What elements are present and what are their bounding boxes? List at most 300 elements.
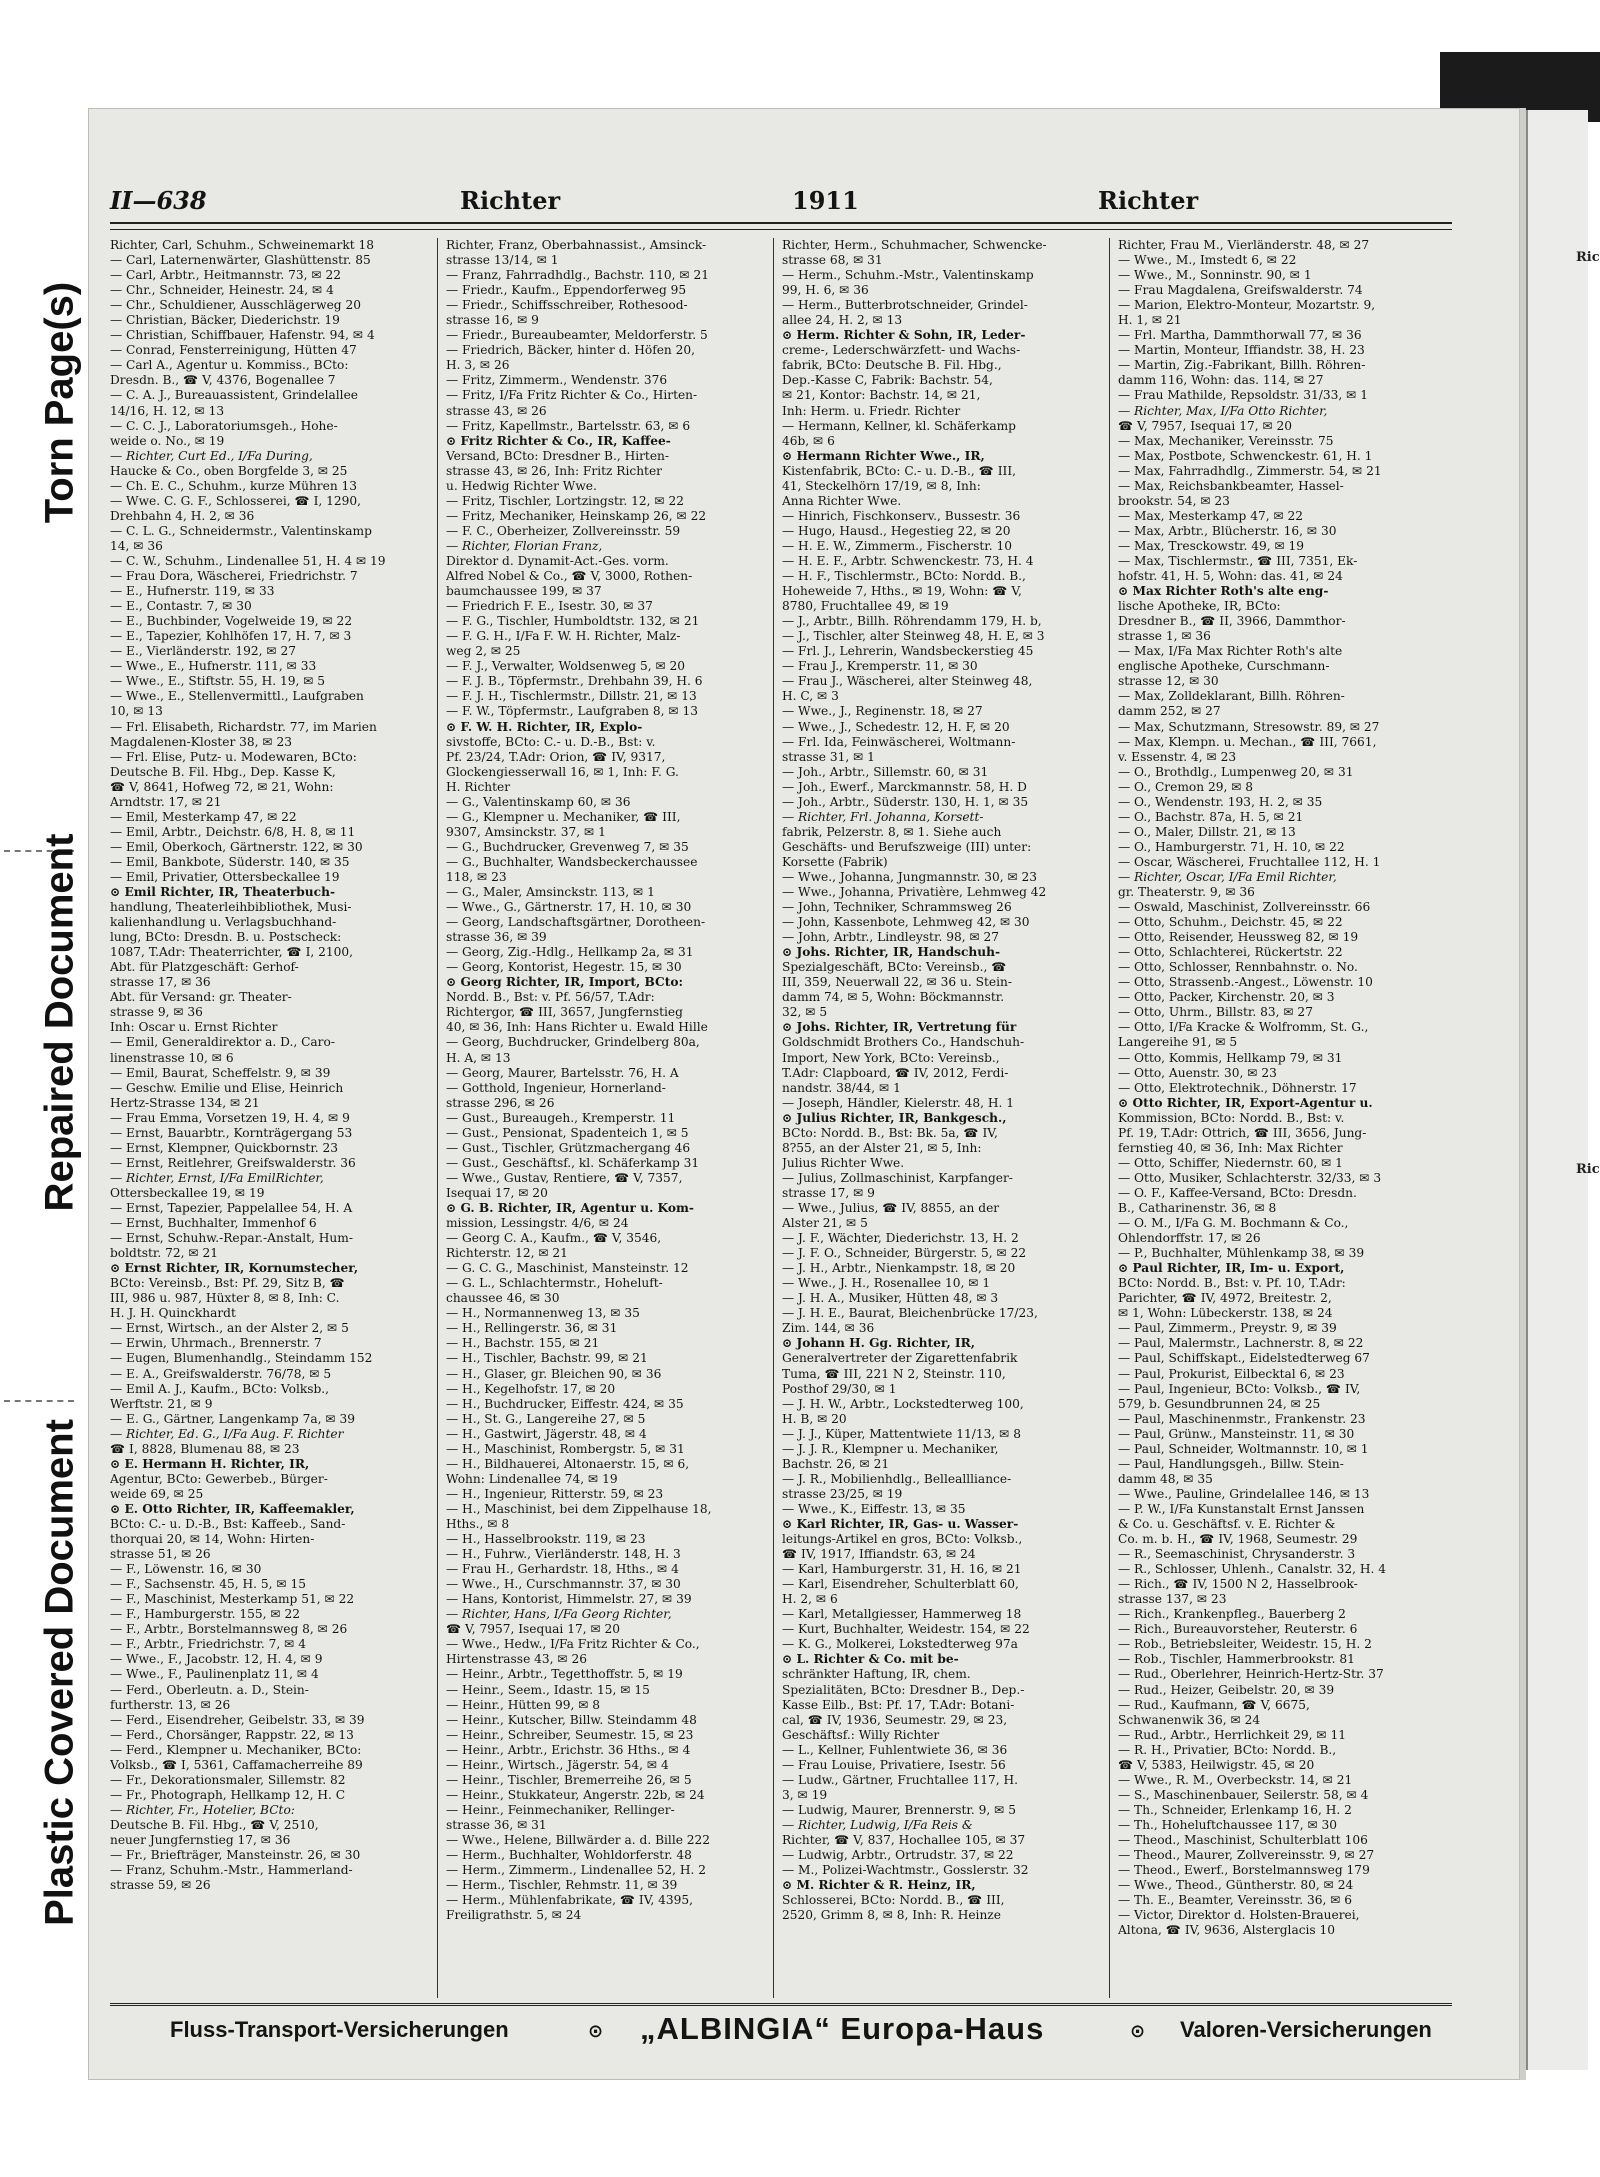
directory-columns: [110, 238, 1452, 1998]
directory-entry: — H. E. W., Zimmerm., Fischerstr. 10: [782, 538, 1013, 553]
directory-entry: — Otto, Kommis, Hellkamp 79, ✉ 31: [1118, 1050, 1343, 1065]
directory-entry: Volksb., ☎ I, 5361, Caffamacherreihe 89: [110, 1757, 363, 1772]
directory-entry: — Ferd., Eisendreher, Geibelstr. 33, ✉ 39: [110, 1712, 365, 1727]
directory-entry: — Max, I/Fa Max Richter Roth's alte: [1118, 644, 1343, 659]
directory-entry: — Fritz, I/Fa Fritz Richter & Co., Hirten-: [446, 388, 698, 403]
directory-entry: — Wwe., Hedw., I/Fa Fritz Richter & Co.,: [446, 1637, 700, 1652]
directory-entry: 14/16, H. 12, ✉ 13: [110, 403, 225, 418]
directory-entry: Abt. für Versand: gr. Theater-: [110, 990, 292, 1005]
directory-entry: — E., Buchbinder, Vogelweide 19, ✉ 22: [110, 614, 353, 629]
directory-entry: ☎ V, 5383, Heilwigstr. 45, ✉ 20: [1118, 1757, 1315, 1772]
directory-entry: — Friedrich F. E., Isestr. 30, ✉ 37: [446, 599, 653, 614]
directory-entry: — Georg, Maurer, Bartelsstr. 76, H. A: [446, 1065, 679, 1080]
directory-entry: — Herm., Schuhm.-Mstr., Valentinskamp: [782, 268, 1034, 283]
directory-entry: Zim. 144, ✉ 36: [782, 1321, 875, 1336]
directory-entry: Goldschmidt Brothers Co., Handschuh-: [782, 1035, 1025, 1050]
directory-entry: H. J. H. Quinckhardt: [110, 1306, 236, 1321]
directory-entry: — Wwe., G., Gärtnerstr. 17, H. 10, ✉ 30: [446, 900, 692, 915]
directory-entry: — M., Polizei-Wachtmstr., Gosslerstr. 32: [782, 1863, 1029, 1878]
directory-entry: — C. C. J., Laboratoriumsgeh., Hohe-: [110, 418, 338, 433]
directory-entry: — Ludwig, Maurer, Brennerstr. 9, ✉ 5: [782, 1802, 1017, 1817]
next-page-edge: [1526, 110, 1600, 2070]
directory-entry: B., Catharinenstr. 36, ✉ 8: [1118, 1201, 1277, 1215]
directory-entry: — Franz, Fahrradhdlg., Bachstr. 110, ✉ 21: [446, 268, 709, 283]
directory-entry: ⊙ Max Richter Roth's alte eng-: [1118, 584, 1329, 599]
directory-entry: — H., Maschinist, Rombergstr. 5, ✉ 31: [446, 1441, 685, 1456]
side-label-plastic-covered: Plastic Covered Document: [37, 1419, 82, 1926]
directory-entry: — Frau H., Gerhardstr. 18, Hths., ✉ 4: [446, 1562, 679, 1577]
directory-entry: Co. m. b. H., ☎ IV, 1968, Seumestr. 29: [1118, 1532, 1358, 1547]
directory-entry: ✉ 21, Kontor: Bachstr. 14, ✉ 21,: [782, 388, 981, 403]
directory-entry: gr. Theaterstr. 9, ✉ 36: [1118, 885, 1255, 900]
directory-entry: & Co. u. Geschäftsf. v. E. Richter &: [1118, 1516, 1336, 1531]
directory-entry: strasse 43, ✉ 26: [446, 403, 547, 418]
directory-entry: thorquai 20, ✉ 14, Wohn: Hirten-: [110, 1532, 315, 1547]
directory-entry: ☎ IV, 1917, Iffiandstr. 63, ✉ 24: [782, 1547, 976, 1562]
directory-entry: strasse 12, ✉ 30: [1118, 674, 1219, 689]
directory-entry: Richter, Herm., Schuhmacher, Schwencke-: [782, 238, 1047, 252]
directory-entry: ✉ 1, Wohn: Lübeckerstr. 138, ✉ 24: [1118, 1306, 1333, 1321]
directory-entry: — Wwe., M., Sonninstr. 90, ✉ 1: [1118, 268, 1312, 283]
directory-entry: H. A, ✉ 13: [446, 1050, 511, 1065]
directory-entry: strasse 296, ✉ 26: [446, 1095, 555, 1110]
directory-entry: strasse 16, ✉ 9: [446, 313, 539, 328]
directory-entry: ☎ V, 8641, Hofweg 72, ✉ 21, Wohn:: [110, 779, 334, 794]
directory-entry: damm 74, ✉ 5, Wohn: Böckmannstr.: [782, 990, 1005, 1005]
directory-entry: — Richter, Curt Ed., I/Fa During,: [110, 448, 313, 463]
directory-entry: — Gust., Pensionat, Spadenteich 1, ✉ 5: [446, 1125, 689, 1140]
directory-entry: — Rob., Betriebsleiter, Weidestr. 15, H. 2: [1118, 1637, 1372, 1652]
directory-entry: — Herm., Mühlenfabrikate, ☎ IV, 4395,: [446, 1893, 694, 1908]
directory-entry: Dresdner B., ☎ II, 3966, Dammthor-: [1118, 614, 1346, 629]
directory-entry: — P. W., I/Fa Kunstanstalt Ernst Janssen: [1118, 1501, 1365, 1516]
directory-entry: — H., St. G., Langereihe 27, ✉ 5: [446, 1411, 646, 1426]
directory-entry: — Emil, Oberkoch, Gärtnerstr. 122, ✉ 30: [110, 839, 363, 854]
directory-entry: — Karl, Eisendreher, Schulterblatt 60,: [782, 1577, 1019, 1592]
directory-entry: Bachstr. 26, ✉ 21: [782, 1456, 890, 1471]
directory-entry: — O., Cremon 29, ✉ 8: [1118, 779, 1254, 794]
directory-entry: — J. J., Küper, Mattentwiete 11/13, ✉ 8: [782, 1426, 1021, 1441]
directory-entry: Richter, Carl, Schuhm., Schweinemarkt 18: [110, 238, 374, 252]
directory-entry: weg 2, ✉ 25: [446, 644, 521, 659]
directory-entry: — Paul, Ingenieur, BCto: Volksb., ☎ IV,: [1118, 1381, 1361, 1396]
directory-entry: — F., Arbtr., Friedrichstr. 7, ✉ 4: [110, 1637, 306, 1652]
directory-entry: — Otto, Musiker, Schlachterstr. 32/33, ✉ 3: [1118, 1170, 1382, 1185]
directory-entry: ☎ V, 7957, Isequai 17, ✉ 20: [1118, 418, 1293, 433]
directory-entry: 32, ✉ 5: [782, 1005, 828, 1020]
directory-entry: — Martin, Zig.-Fabrikant, Billh. Röhren-: [1118, 358, 1366, 373]
directory-entry: — C. L. G., Schneidermstr., Valentinskamp: [110, 523, 372, 538]
directory-entry: — Wwe., E., Stellenvermittl., Laufgraben: [110, 689, 364, 704]
header-rule: [110, 222, 1452, 224]
directory-entry: — K. G., Molkerei, Lokstedterweg 97a: [782, 1637, 1018, 1652]
directory-entry: — E., Vierländerstr. 192, ✉ 27: [110, 644, 296, 659]
directory-entry: 3, ✉ 19: [782, 1787, 828, 1802]
directory-entry: — H., Rellingerstr. 36, ✉ 31: [446, 1321, 618, 1336]
directory-entry: handlung, Theaterleihbibliothek, Musi-: [110, 900, 352, 915]
directory-entry: — Frau J., Wäscherei, alter Steinweg 48,: [782, 674, 1033, 689]
directory-entry: — Wwe., J., Schedestr. 12, H. F, ✉ 20: [782, 719, 1010, 734]
directory-entry: — Paul, Maschinenmstr., Frankenstr. 23: [1118, 1411, 1366, 1426]
directory-entry: — Otto, Elektrotechnik., Döhnerstr. 17: [1118, 1080, 1357, 1095]
directory-entry: — Ludwig, Arbtr., Ortrudstr. 37, ✉ 22: [782, 1848, 1014, 1863]
directory-entry: — O., Brothdlg., Lumpenweg 20, ✉ 31: [1118, 764, 1354, 779]
directory-entry: — Max, Postbote, Schwenckestr. 61, H. 1: [1118, 448, 1373, 463]
directory-entry: — J. J. R., Klempner u. Mechaniker,: [782, 1441, 999, 1456]
directory-entry: — Ernst, Klempner, Quickbornstr. 23: [110, 1140, 339, 1155]
directory-entry: — F., Maschinist, Mesterkamp 51, ✉ 22: [110, 1592, 355, 1607]
directory-entry: BCto: Vereinsb., Bst: Pf. 29, Sitz B, ☎: [110, 1276, 345, 1291]
directory-entry: schränkter Haftung, IR, chem.: [782, 1667, 971, 1682]
directory-entry: strasse 59, ✉ 26: [110, 1878, 211, 1893]
directory-entry: Versand, BCto: Dresdner B., Hirten-: [446, 448, 669, 463]
directory-entry: — Herm., Buchhalter, Wohldorferstr. 48: [446, 1848, 692, 1863]
directory-entry: — E. G., Gärtner, Langenkamp 7a, ✉ 39: [110, 1411, 355, 1426]
directory-entry: — Otto, Packer, Kirchenstr. 20, ✉ 3: [1118, 990, 1335, 1005]
directory-entry: 99, H. 6, ✉ 36: [782, 283, 869, 298]
directory-entry: strasse 9, ✉ 36: [110, 1005, 203, 1020]
directory-column-2: [446, 238, 764, 1998]
directory-entry: — O., Maler, Dillstr. 21, ✉ 13: [1118, 824, 1296, 839]
directory-entry: — Max, Schutzmann, Stresowstr. 89, ✉ 27: [1118, 719, 1380, 734]
directory-entry: fabrik, Pelzerstr. 8, ✉ 1. Siehe auch: [782, 824, 1002, 839]
directory-entry: brookstr. 54, ✉ 23: [1118, 493, 1230, 508]
directory-entry: — Wwe., J. H., Rosenallee 10, ✉ 1: [782, 1276, 991, 1291]
directory-entry: — Geschw. Emilie und Elise, Heinrich: [110, 1080, 344, 1095]
directory-entry: Freiligrathstr. 5, ✉ 24: [446, 1908, 582, 1923]
directory-entry: — Eugen, Blumenhandlg., Steindamm 152: [110, 1351, 373, 1366]
directory-entry: — Joh., Arbtr., Sillemstr. 60, ✉ 31: [782, 764, 989, 779]
directory-entry: — Georg, Buchdrucker, Grindelberg 80a,: [446, 1035, 700, 1050]
directory-entry: — Herm., Zimmerm., Lindenallee 52, H. 2: [446, 1863, 707, 1878]
directory-entry: 10, ✉ 13: [110, 704, 163, 719]
directory-entry: — L., Kellner, Fuhlentwiete 36, ✉ 36: [782, 1742, 1008, 1757]
directory-entry: — Rud., Oberlehrer, Heinrich-Hertz-Str. 37: [1118, 1667, 1384, 1682]
directory-entry: — H., Hasselbrookstr. 119, ✉ 23: [446, 1532, 646, 1547]
directory-entry: 2520, Grimm 8, ✉ 8, Inh: R. Heinze: [782, 1908, 1001, 1923]
directory-column-1: [110, 238, 428, 1998]
directory-entry: Korsette (Fabrik): [782, 854, 888, 869]
directory-entry: — H., Kegelhofstr. 17, ✉ 20: [446, 1381, 616, 1396]
directory-entry: Pf. 23/24, T.Adr: Orion, ☎ IV, 9317,: [446, 749, 666, 764]
directory-entry: ⊙ Julius Richter, IR, Bankgesch.,: [782, 1110, 1007, 1125]
directory-entry: — H., Buchdrucker, Eiffestr. 424, ✉ 35: [446, 1396, 684, 1411]
directory-entry: Abt. für Platzgeschäft: Gerhof-: [110, 960, 299, 975]
directory-entry: hofstr. 41, H. 5, Wohn: das. 41, ✉ 24: [1118, 569, 1343, 584]
directory-entry: sivstoffe, BCto: C.- u. D.-B., Bst: v.: [446, 734, 656, 749]
directory-entry: — Rud., Kaufmann, ☎ V, 6675,: [1118, 1697, 1310, 1712]
directory-entry: — G., Valentinskamp 60, ✉ 36: [446, 794, 631, 809]
directory-entry: — H., Tischler, Bachstr. 99, ✉ 21: [446, 1351, 648, 1366]
directory-entry: — Frl. Elisabeth, Richardstr. 77, im Marien: [110, 719, 377, 734]
directory-entry: — John, Arbtr., Lindleystr. 98, ✉ 27: [782, 930, 1000, 945]
directory-entry: — Otto, Strassenb.-Angest., Löwenstr. 10: [1118, 975, 1373, 990]
directory-entry: Hoheweide 7, Hths., ✉ 19, Wohn: ☎ V,: [782, 584, 1022, 599]
directory-entry: ⊙ Paul Richter, IR, Im- u. Export,: [1118, 1261, 1345, 1276]
directory-entry: 118, ✉ 23: [446, 869, 507, 884]
directory-entry: damm 48, ✉ 35: [1118, 1471, 1213, 1486]
directory-entry: u. Hedwig Richter Wwe.: [446, 478, 597, 493]
directory-entry: — Richter, Frl. Johanna, Korsett-: [782, 809, 984, 824]
directory-entry: — Th., Schneider, Erlenkamp 16, H. 2: [1118, 1802, 1352, 1817]
directory-entry: — Otto, Schlachterei, Rückertstr. 22: [1118, 945, 1343, 960]
directory-entry: — G., Buchhalter, Wandsbeckerchaussee: [446, 854, 698, 869]
directory-entry: — Richter, Max, I/Fa Otto Richter,: [1118, 403, 1328, 418]
directory-entry: — Georg, Kontorist, Hegestr. 15, ✉ 30: [446, 960, 682, 975]
directory-entry: v. Essenstr. 4, ✉ 23: [1118, 749, 1237, 764]
directory-entry: Hirtenstrasse 43, ✉ 26: [446, 1652, 588, 1667]
directory-entry: — Wwe., Johanna, Privatière, Lehmweg 42: [782, 885, 1047, 900]
directory-entry: — Hinrich, Fischkonserv., Bussestr. 36: [782, 508, 1021, 523]
directory-entry: Schlosserei, BCto: Nordd. B., ☎ III,: [782, 1893, 1005, 1908]
directory-entry: — Max, Reichsbankbeamter, Hassel-: [1118, 478, 1344, 493]
directory-entry: — Otto, Schlosser, Rennbahnstr. o. No.: [1118, 960, 1358, 975]
directory-entry: — G., Maler, Amsinckstr. 113, ✉ 1: [446, 885, 655, 900]
directory-entry: — Carl A., Agentur u. Kommiss., BCto:: [110, 358, 349, 373]
directory-entry: — H., Fuhrw., Vierländerstr. 148, H. 3: [446, 1547, 681, 1562]
directory-entry: strasse 17, ✉ 36: [110, 975, 211, 990]
directory-entry: H. C, ✉ 3: [782, 689, 839, 704]
directory-entry: — C. A. J., Bureauassistent, Grindelallee: [110, 388, 359, 403]
directory-entry: — Rud., Heizer, Geibelstr. 20, ✉ 39: [1118, 1682, 1335, 1697]
directory-entry: Wohn: Lindenallee 74, ✉ 19: [446, 1471, 618, 1486]
directory-entry: — John, Techniker, Schrammsweg 26: [782, 900, 1012, 915]
directory-entry: — F., Sachsenstr. 45, H. 5, ✉ 15: [110, 1577, 306, 1592]
directory-entry: Richter, ☎ V, 837, Hochallee 105, ✉ 37: [782, 1832, 1026, 1847]
directory-entry: — Otto, Auenstr. 30, ✉ 23: [1118, 1065, 1277, 1080]
directory-entry: Ohlendorffstr. 17, ✉ 26: [1118, 1231, 1261, 1246]
directory-entry: Alster 21, ✉ 5: [782, 1216, 868, 1231]
directory-entry: — E., Tapezier, Kohlhöfen 17, H. 7, ✉ 3: [110, 629, 352, 644]
directory-entry: — Max, Fahrradhdlg., Zimmerstr. 54, ✉ 21: [1118, 463, 1382, 478]
directory-entry: 579, b. Gesundbrunnen 24, ✉ 25: [1118, 1396, 1321, 1411]
directory-entry: — Ferd., Oberleutn. a. D., Stein-: [110, 1682, 309, 1697]
directory-entry: — Wwe., R. M., Overbeckstr. 14, ✉ 21: [1118, 1772, 1353, 1787]
directory-entry: — Th., Hoheluftchaussee 117, ✉ 30: [1118, 1817, 1338, 1832]
directory-entry: — Otto, Schuhm., Deichstr. 45, ✉ 22: [1118, 915, 1343, 930]
directory-entry: — Ludw., Gärtner, Fruchtallee 117, H.: [782, 1772, 1019, 1787]
directory-entry: neuer Jungfernstieg 17, ✉ 36: [110, 1832, 291, 1847]
directory-entry: — Max, Tresckowstr. 49, ✉ 19: [1118, 538, 1305, 553]
directory-entry: — Frau Louise, Privatiere, Isestr. 56: [782, 1757, 1006, 1772]
directory-entry: — Heinr., Stukkateur, Angerstr. 22b, ✉ 24: [446, 1787, 705, 1802]
directory-entry: — Richter, Fr., Hotelier, BCto:: [110, 1802, 295, 1817]
directory-entry: ☎ I, 8828, Blumenau 88, ✉ 23: [110, 1441, 300, 1456]
directory-entry: Richter, Frau M., Vierländerstr. 48, ✉ 27: [1118, 238, 1370, 252]
directory-entry: strasse 51, ✉ 26: [110, 1547, 211, 1562]
directory-entry: Isequai 17, ✉ 20: [446, 1185, 548, 1200]
advertising-footer: [140, 2011, 1440, 2051]
directory-entry: Alfred Nobel & Co., ☎ V, 3000, Rothen-: [446, 569, 693, 584]
directory-entry: — John, Kassenbote, Lehmweg 42, ✉ 30: [782, 915, 1030, 930]
directory-entry: ⊙ F. W. H. Richter, IR, Explo-: [446, 719, 643, 734]
directory-entry: — Richter, Ed. G., I/Fa Aug. F. Richter: [110, 1426, 344, 1441]
directory-entry: Julius Richter Wwe.: [782, 1155, 905, 1170]
directory-entry: — Max, Arbtr., Blücherstr. 16, ✉ 30: [1118, 523, 1337, 538]
directory-entry: — Ferd., Klempner u. Mechaniker, BCto:: [110, 1742, 362, 1757]
directory-entry: — Kurt, Buchhalter, Weidestr. 154, ✉ 22: [782, 1622, 1030, 1637]
directory-entry: — Wwe., Helene, Billwärder a. d. Bille 222: [446, 1832, 711, 1847]
directory-entry: Altona, ☎ IV, 9636, Alsterglacis 10: [1118, 1923, 1336, 1938]
directory-entry: strasse 36, ✉ 31: [446, 1817, 547, 1832]
directory-entry: — Fr., Photograph, Hellkamp 12, H. C: [110, 1787, 346, 1802]
directory-entry: III, 359, Neuerwall 22, ✉ 36 u. Stein-: [782, 975, 1012, 990]
directory-entry: — Ernst, Tapezier, Pappelallee 54, H. A: [110, 1201, 353, 1215]
directory-entry: — J. F., Wächter, Diederichstr. 13, H. 2: [782, 1231, 1019, 1246]
directory-entry: — F., Arbtr., Borstelmannsweg 8, ✉ 26: [110, 1622, 348, 1637]
directory-entry: nandstr. 38/44, ✉ 1: [782, 1080, 901, 1095]
directory-entry: — O., Hamburgerstr. 71, H. 10, ✉ 22: [1118, 839, 1345, 854]
directory-entry: — Fritz, Kapellmstr., Bartelsstr. 63, ✉ 6: [446, 418, 691, 433]
directory-entry: damm 116, Wohn: das. 114, ✉ 27: [1118, 373, 1324, 388]
directory-entry: ⊙ Johs. Richter, IR, Handschuh-: [782, 945, 1001, 960]
directory-entry: — Rud., Arbtr., Herrlichkeit 29, ✉ 11: [1118, 1727, 1347, 1742]
directory-entry: ⊙ Hermann Richter Wwe., IR,: [782, 448, 985, 463]
directory-entry: — Heinr., Tischler, Bremerreihe 26, ✉ 5: [446, 1772, 692, 1787]
directory-entry: fernstieg 40, ✉ 36, Inh: Max Richter: [1118, 1140, 1343, 1155]
directory-entry: — Wwe. C. G. F., Schlosserei, ☎ I, 1290,: [110, 493, 362, 508]
directory-entry: Posthof 29/30, ✉ 1: [782, 1381, 897, 1396]
directory-entry: — R. H., Privatier, BCto: Nordd. B.,: [1118, 1742, 1337, 1757]
directory-entry: — Theod., Maurer, Zollvereinsstr. 9, ✉ 27: [1118, 1848, 1375, 1863]
directory-entry: ⊙ Otto Richter, IR, Export-Agentur u.: [1118, 1095, 1373, 1110]
directory-entry: Generalvertreter der Zigarettenfabrik: [782, 1351, 1018, 1366]
directory-entry: — Joseph, Händler, Kielerstr. 48, H. 1: [782, 1095, 1014, 1110]
directory-entry: ⊙ M. Richter & R. Heinz, IR,: [782, 1878, 976, 1893]
directory-entry: allee 24, H. 2, ✉ 13: [782, 313, 903, 328]
directory-entry: — Julius, Zollmaschinist, Karpfanger-: [782, 1170, 1013, 1185]
directory-entry: Hertz-Strasse 134, ✉ 21: [110, 1095, 260, 1110]
directory-entry: lung, BCto: Dresdn. B. u. Postscheck:: [110, 930, 342, 945]
directory-entry: — Heinr., Seem., Idastr. 15, ✉ 15: [446, 1682, 650, 1697]
directory-entry: — Friedr., Bureaubeamter, Meldorferstr. 5: [446, 328, 708, 343]
column-rule: [437, 238, 438, 1998]
directory-entry: — Gust., Bureaugeh., Kremperstr. 11: [446, 1110, 676, 1125]
directory-entry: — Frau Emma, Vorsetzen 19, H. 4, ✉ 9: [110, 1110, 350, 1125]
directory-entry: — Heinr., Feinmechaniker, Rellinger-: [446, 1802, 675, 1817]
directory-entry: — Conrad, Fensterreinigung, Hütten 47: [110, 343, 357, 358]
directory-entry: — Chr., Schneider, Heinestr. 24, ✉ 4: [110, 283, 334, 298]
directory-entry: — Emil, Mesterkamp 47, ✉ 22: [110, 809, 297, 824]
directory-entry: — Richter, Oscar, I/Fa Emil Richter,: [1118, 869, 1337, 884]
side-label-torn-pages: Torn Page(s): [37, 281, 82, 524]
directory-entry: — Paul, Zimmerm., Preystr. 9, ✉ 39: [1118, 1321, 1337, 1336]
directory-entry: — E., Hufnerstr. 119, ✉ 33: [110, 584, 275, 599]
directory-entry: Deutsche B. Fil. Hbg., Dep. Kasse K,: [110, 764, 336, 779]
directory-entry: — J., Arbtr., Billh. Röhrendamm 179, H. b,: [782, 614, 1042, 629]
directory-entry: — F. C., Oberheizer, Zollvereinsstr. 59: [446, 523, 681, 538]
directory-entry: H. Richter: [446, 779, 511, 794]
directory-entry: — Carl, Laternenwärter, Glashüttenstr. 85: [110, 253, 371, 268]
directory-entry: — F. J. H., Tischlermstr., Dillstr. 21, ✉ 13: [446, 689, 697, 704]
directory-entry: boldtstr. 72, ✉ 21: [110, 1246, 218, 1261]
header-right-name: Richter: [1098, 186, 1199, 215]
directory-entry: — Herm., Tischler, Rehmstr. 11, ✉ 39: [446, 1878, 678, 1893]
directory-entry: — Paul, Malermstr., Lachnerstr. 8, ✉ 22: [1118, 1336, 1364, 1351]
directory-entry: Richterstr. 12, ✉ 21: [446, 1246, 568, 1261]
directory-entry: — Friedrich, Bäcker, hinter d. Höfen 20,: [446, 343, 696, 358]
directory-entry: — J., Tischler, alter Steinweg 48, H. E, ✉ 3: [782, 629, 1045, 644]
directory-entry: — F. J., Verwalter, Woldsenweg 5, ✉ 20: [446, 659, 686, 674]
directory-entry: chaussee 46, ✉ 30: [446, 1291, 560, 1306]
directory-entry: baumchaussee 199, ✉ 37: [446, 584, 602, 599]
directory-entry: strasse 23/25, ✉ 19: [782, 1486, 903, 1501]
directory-entry: — Marion, Elektro-Monteur, Mozartstr. 9,: [1118, 298, 1376, 313]
directory-entry: Arndtstr. 17, ✉ 21: [110, 794, 222, 809]
directory-entry: — Max, Mesterkamp 47, ✉ 22: [1118, 508, 1304, 523]
column-rule: [1109, 238, 1110, 1998]
directory-entry: ⊙ Herm. Richter & Sohn, IR, Leder-: [782, 328, 1026, 343]
directory-entry: englische Apotheke, Curschmann-: [1118, 659, 1330, 674]
directory-entry: — R., Seemaschinist, Chrysanderstr. 3: [1118, 1547, 1356, 1562]
directory-entry: — Hugo, Hausd., Hegestieg 22, ✉ 20: [782, 523, 1011, 538]
directory-entry: — Emil, Privatier, Ottersbeckallee 19: [110, 869, 340, 884]
directory-entry: — Wwe., F., Jacobstr. 12, H. 4, ✉ 9: [110, 1652, 323, 1667]
directory-entry: — H. E. F., Arbtr. Schwenckestr. 73, H. 4: [782, 553, 1034, 568]
directory-entry: — Wwe., M., Imstedt 6, ✉ 22: [1118, 253, 1297, 268]
directory-entry: damm 252, ✉ 27: [1118, 704, 1221, 719]
directory-entry: lische Apotheke, IR, BCto:: [1118, 599, 1281, 614]
directory-entry: ⊙ G. B. Richter, IR, Agentur u. Kom-: [446, 1201, 694, 1215]
directory-entry: — Frau Dora, Wäscherei, Friedrichstr. 7: [110, 569, 358, 584]
directory-entry: — Th. E., Beamter, Vereinsstr. 36, ✉ 6: [1118, 1893, 1353, 1908]
directory-entry: — H., Ingenieur, Ritterstr. 59, ✉ 23: [446, 1486, 664, 1501]
directory-entry: — O., Wendenstr. 193, H. 2, ✉ 35: [1118, 794, 1323, 809]
directory-entry: Spezialitäten, BCto: Dresdner B., Dep.-: [782, 1682, 1025, 1697]
directory-entry: — Christian, Bäcker, Diederichstr. 19: [110, 313, 340, 328]
directory-entry: — Wwe., H., Curschmannstr. 37, ✉ 30: [446, 1577, 681, 1592]
directory-entry: Werftstr. 21, ✉ 9: [110, 1396, 213, 1411]
directory-entry: BCto: Nordd. B., Bst: Bk. 5a, ☎ IV,: [782, 1125, 998, 1140]
directory-entry: Parichter, ☎ IV, 4972, Breitestr. 2,: [1118, 1291, 1332, 1306]
directory-entry: Kasse Eilb., Bst: Pf. 17, T.Adr: Botani-: [782, 1697, 1015, 1712]
directory-entry: ☎ V, 7957, Isequai 17, ✉ 20: [446, 1622, 621, 1637]
directory-entry: 41, Steckelhörn 17/19, ✉ 8, Inh:: [782, 478, 981, 493]
directory-entry: — Gotthold, Ingenieur, Hornerland-: [446, 1080, 666, 1095]
directory-entry: — Theod., Ewerf., Borstelmannsweg 179: [1118, 1863, 1370, 1878]
directory-entry: — G., Klempner u. Mechaniker, ☎ III,: [446, 809, 681, 824]
directory-entry: — Gust., Geschäftsf., kl. Schäferkamp 31: [446, 1155, 700, 1170]
directory-entry: Kommission, BCto: Nordd. B., Bst: v.: [1118, 1110, 1345, 1125]
directory-entry: — Paul, Schiffskapt., Eidelstedterweg 67: [1118, 1351, 1370, 1366]
directory-entry: — Wwe., Julius, ☎ IV, 8855, an der: [782, 1201, 1000, 1215]
directory-entry: Hths., ✉ 8: [446, 1516, 510, 1531]
directory-entry: — R., Schlosser, Uhlenh., Canalstr. 32, H. 4: [1118, 1562, 1387, 1577]
directory-entry: — Otto, Schiffer, Niedernstr. 60, ✉ 1: [1118, 1155, 1343, 1170]
directory-entry: — Karl, Metallgiesser, Hammerweg 18: [782, 1607, 1022, 1622]
directory-entry: — Paul, Prokurist, Eilbecktal 6, ✉ 23: [1118, 1366, 1345, 1381]
directory-entry: — Carl, Arbtr., Heitmannstr. 73, ✉ 22: [110, 268, 341, 283]
directory-entry: — C. W., Schuhm., Lindenallee 51, H. 4 ✉ 19: [110, 553, 386, 568]
footer-right-text: Valoren-Versicherungen: [1180, 2017, 1432, 2042]
directory-entry: — Emil, Generaldirektor a. D., Caro-: [110, 1035, 335, 1050]
directory-entry: ⊙ Johann H. Gg. Richter, IR,: [782, 1336, 976, 1351]
directory-entry: — Emil A. J., Kaufm., BCto: Volksb.,: [110, 1381, 330, 1396]
directory-entry: — F., Hamburgerstr. 155, ✉ 22: [110, 1607, 300, 1622]
directory-entry: — Chr., Schuldiener, Ausschlägerweg 20: [110, 298, 361, 313]
directory-entry: — Fritz, Mechaniker, Heinskamp 26, ✉ 22: [446, 508, 707, 523]
directory-entry: BCto: Nordd. B., Bst: v. Pf. 10, T.Adr:: [1118, 1276, 1346, 1291]
directory-entry: Haucke & Co., oben Borgfelde 3, ✉ 25: [110, 463, 348, 478]
directory-entry: — H., Glaser, gr. Bleichen 90, ✉ 36: [446, 1366, 662, 1381]
directory-entry: — O. F., Kaffee-Versand, BCto: Dresdn.: [1118, 1185, 1357, 1200]
directory-entry: 8780, Fruchtallee 49, ✉ 19: [782, 599, 949, 614]
directory-entry: — H., Bachstr. 155, ✉ 21: [446, 1336, 600, 1351]
directory-entry: — G. C. G., Maschinist, Mansteinstr. 12: [446, 1261, 689, 1276]
directory-entry: leitungs-Artikel en gros, BCto: Volksb.,: [782, 1532, 1023, 1547]
directory-entry: strasse 17, ✉ 9: [782, 1185, 875, 1200]
directory-entry: ⊙ Fritz Richter & Co., IR, Kaffee-: [446, 433, 671, 448]
